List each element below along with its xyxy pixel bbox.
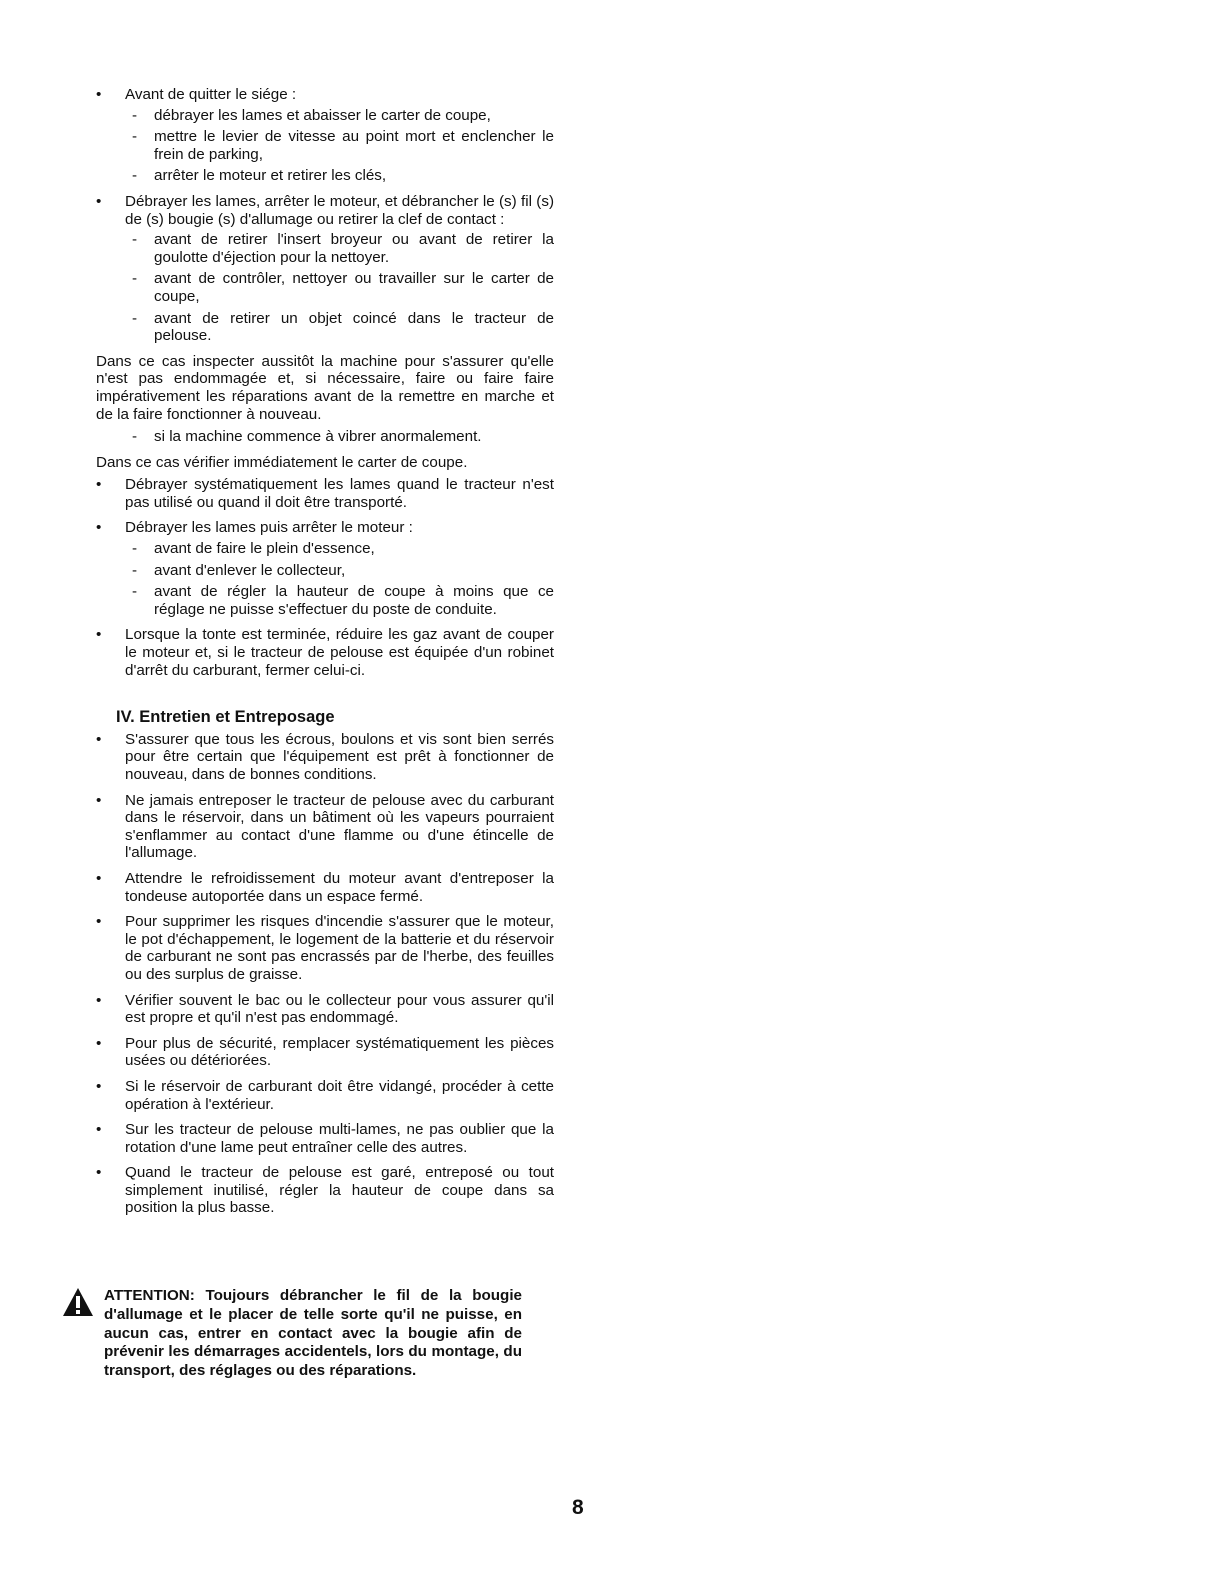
bullet-item [96, 626, 554, 679]
bullet-item [96, 913, 554, 983]
bullet-marker: • [96, 913, 102, 931]
item-text: Attendre le refroidissement du moteur avant d'entreposer la tondeuse autoportée dans un espace fermé. [125, 869, 554, 905]
maintenance-section [96, 731, 554, 1217]
item-text: avant de régler la hauteur de coupe à moins que ce réglage ne puisse s'effectuer du poste de conduite. [154, 583, 554, 618]
warning-triangle-icon [62, 1287, 94, 1317]
dash-marker: - [132, 128, 138, 146]
bullet-item [96, 731, 554, 784]
bullet-marker: • [96, 791, 102, 809]
item-text: Pour plus de sécurité, remplacer systématiquement les pièces usées ou détériorées. [125, 1034, 554, 1070]
item-text: arrêter le moteur et retirer les clés, [154, 167, 387, 185]
dash-marker: - [132, 583, 138, 601]
bullet-item [96, 519, 554, 618]
item-text: Vérifier souvent le bac ou le collecteur pour vous assurer qu'il est propre et qu'il n'est pas endommagé. [125, 991, 554, 1027]
bullet-item [96, 792, 554, 862]
dash-marker: - [132, 167, 138, 185]
sub-list [96, 107, 554, 185]
item-text: Lorsque la tonte est terminée, réduire les gaz avant de couper le moteur et, si le tracteur de pelouse est équipée d'un robinet d'arrêt du carburant, fermer celui-ci. [125, 626, 554, 679]
sub-item [96, 310, 554, 345]
sub-item [96, 167, 554, 185]
item-text: avant de faire le plein d'essence, [154, 540, 375, 558]
sub-item [96, 562, 554, 580]
bullet-marker: • [96, 1164, 102, 1182]
sub-list [96, 231, 554, 345]
item-text: débrayer les lames et abaisser le carter de coupe, [154, 106, 491, 124]
item-text: Ne jamais entreposer le tracteur de pelouse avec du carburant dans le réservoir, dans un bâtiment où les vapeurs pourraient s'enflammer au contact d'une flamme ou d'une étincelle de l'allumage. [125, 791, 554, 862]
bullet-marker: • [96, 192, 102, 210]
sub-item [96, 107, 554, 125]
item-text: Débrayer systématiquement les lames quand le tracteur n'est pas utilisé ou quand il doit être transporté. [125, 476, 554, 511]
bullet-marker: • [96, 476, 102, 494]
item-text: Dans ce cas inspecter aussitôt la machine pour s'assurer qu'elle n'est pas endommagée et, si nécessaire, faire ou faire faire impérativement les réparations avant de la remettre en marche et de la faire fonctionner à nouveau. [96, 352, 554, 423]
item-text: si la machine commence à vibrer anormalement. [154, 428, 482, 446]
item-text: Avant de quitter le siége : [125, 86, 297, 103]
item-text: Sur les tracteur de pelouse multi-lames, ne pas oublier que la rotation d'une lame peut entraîner celle des autres. [125, 1121, 554, 1156]
dash-marker: - [132, 428, 138, 446]
item-text: Pour supprimer les risques d'incendie s'assurer que le moteur, le pot d'échappement, le logement de la batterie et du réservoir de carburant ne sont pas encrassés par de l'herbe, des feuilles ou des surplus de graisse. [125, 913, 554, 983]
sub-list [96, 540, 554, 618]
bullet-marker: • [96, 869, 102, 887]
dash-marker: - [132, 540, 138, 558]
dash-marker: - [132, 231, 138, 249]
sub-item [96, 231, 554, 266]
bullet-marker: • [96, 1121, 102, 1139]
dash-marker: - [132, 106, 138, 124]
item-text: avant de contrôler, nettoyer ou travailler sur le carter de coupe, [154, 270, 554, 305]
bullet-marker: • [96, 86, 102, 103]
section-heading: IV. Entretien et Entreposage [116, 708, 335, 727]
dash-marker: - [132, 561, 138, 579]
item-text: Si le réservoir de carburant doit être vidangé, procéder à cette opération à l'extérieur. [125, 1077, 554, 1113]
bullet-marker: • [96, 626, 102, 644]
bullet-item [96, 1035, 554, 1070]
page-number: 8 [572, 1496, 584, 1519]
item-text: Quand le tracteur de pelouse est garé, entreposé ou tout simplement inutilisé, régler la hauteur de coupe dans sa position la plus basse. [125, 1164, 554, 1217]
bullet-marker: • [96, 519, 102, 537]
bullet-item [96, 1078, 554, 1113]
main-column [96, 86, 554, 1225]
bullet-item [96, 1164, 554, 1217]
sub-item [96, 540, 554, 558]
bullet-marker: • [96, 1077, 102, 1095]
item-text: Dans ce cas vérifier immédiatement le carter de coupe. [96, 453, 468, 471]
item-text: Débrayer les lames puis arrêter le moteur : [125, 519, 413, 537]
item-text: S'assurer que tous les écrous, boulons et vis sont bien serrés pour être certain que l'équipement est prêt à fonctionner de nouveau, dans de bonnes conditions. [125, 730, 554, 783]
paragraph [96, 454, 554, 472]
bullet-item [96, 193, 554, 345]
bullet-item [96, 992, 554, 1027]
item-text: mettre le levier de vitesse au point mort et enclencher le frein de parking, [154, 128, 554, 163]
bullet-marker: • [96, 991, 102, 1009]
sub-item [96, 128, 554, 163]
item-text: avant de retirer l'insert broyeur ou avant de retirer la goulotte d'éjection pour la nettoyer. [154, 231, 554, 266]
usage-section [96, 86, 554, 679]
warning-text: ATTENTION: Toujours débrancher le fil de la bougie d'allumage et le placer de telle sorte qu'il ne puisse, en aucun cas, entrer en contact avec la bougie afin de prévenir les démarrages accidentels, lors du montage, du transport, des réglages ou des réparations. [104, 1287, 522, 1380]
item-text: avant de retirer un objet coincé dans le tracteur de pelouse. [154, 309, 554, 345]
item-text: Débrayer les lames, arrêter le moteur, et débrancher le (s) fil (s) de (s) bougie (s) d'allumage ou retirer la clef de contact : [125, 192, 554, 228]
warning-block [62, 1287, 522, 1381]
item-text: avant d'enlever le collecteur, [154, 561, 346, 579]
bullet-marker: • [96, 1034, 102, 1052]
sub-item [96, 583, 554, 618]
bullet-marker: • [96, 730, 102, 748]
bullet-item [96, 86, 554, 185]
sub-item [96, 270, 554, 305]
paragraph [96, 353, 554, 423]
dash-marker: - [132, 270, 138, 288]
bullet-item [96, 476, 554, 511]
bullet-item [96, 1121, 554, 1156]
dash-marker: - [132, 309, 138, 327]
sub-item [96, 428, 554, 446]
bullet-item [96, 870, 554, 905]
